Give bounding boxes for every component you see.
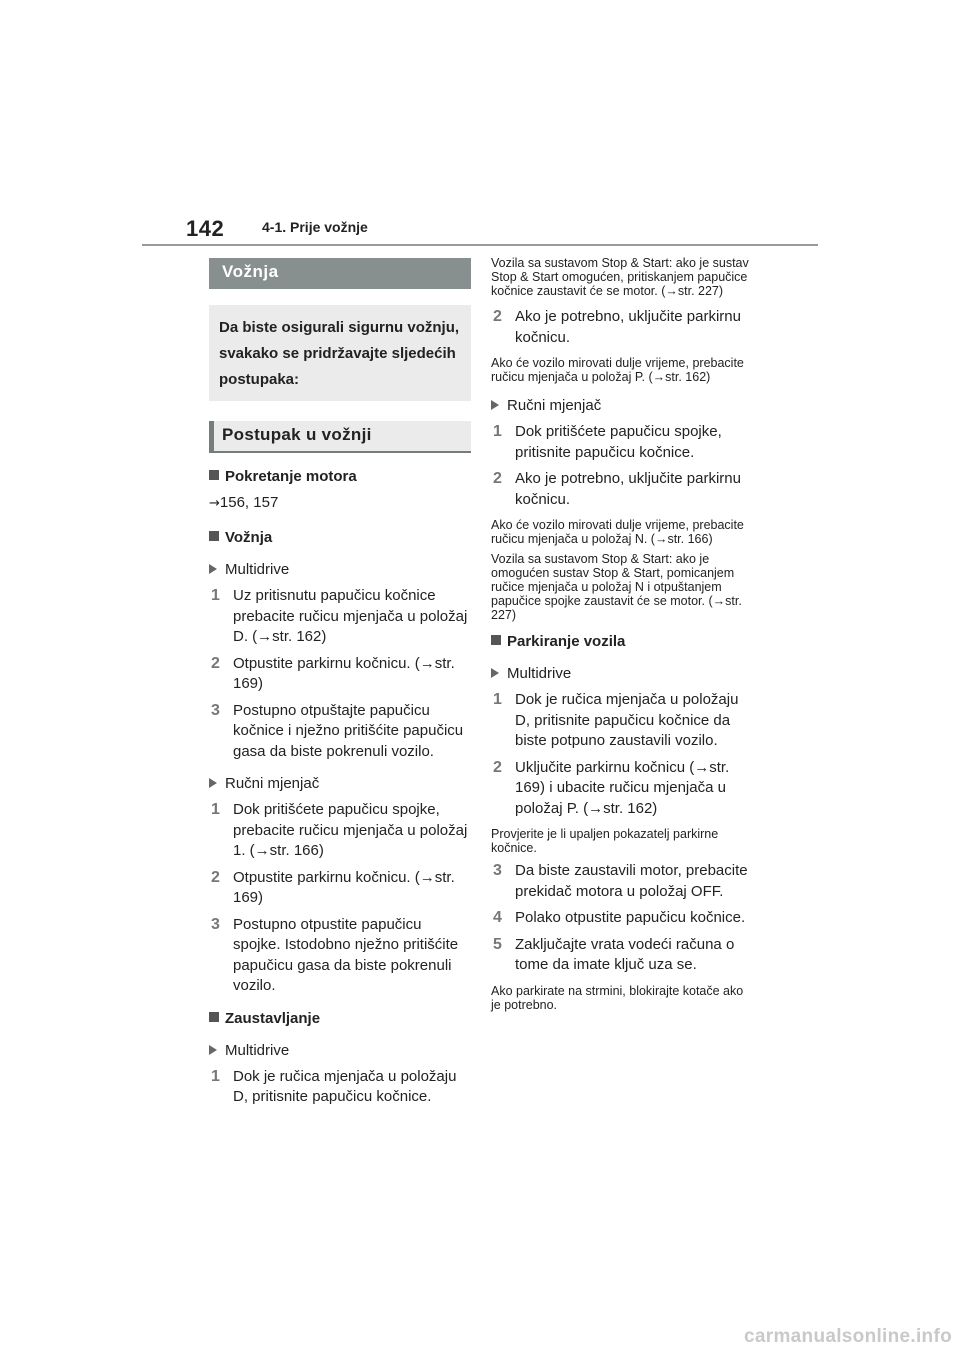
step-item: 1 Uz pritisnutu papučicu kočnice prebacite ručicu mjenjača u položaj D. (→str. 162)	[211, 587, 468, 645]
step-item: 4 Polako otpustite papučicu kočnice.	[493, 909, 746, 926]
step-item: 2 Ako je potrebno, uključite parkirnu kočnicu.	[493, 308, 741, 346]
step-item: 3 Da biste zaustavili motor, prebacite prekidač motora u položaj OFF.	[493, 862, 748, 900]
step-item: 1 Dok pritišćete papučicu spojke, prebacite ručicu mjenjača u položaj 1. (→str. 166)	[211, 801, 468, 859]
note-text: Ako će vozilo mirovati dulje vrijeme, prebacite ručicu mjenjača u položaj P. (→str. 162)	[491, 356, 744, 384]
step-item: 5 Zaključajte vrata vodeći računa o tome da imate ključ uza se.	[493, 935, 735, 973]
watermark: carmanualsonline.info	[744, 1326, 952, 1347]
triangle-bullet-icon	[209, 778, 217, 788]
note-text: Provjerite je li upaljen pokazatelj parkirne kočnice.	[491, 827, 719, 855]
square-bullet-icon	[209, 531, 219, 541]
variant-multidrive: Multidrive	[209, 560, 471, 580]
step-item: 2 Ako je potrebno, uključite parkirnu kočnicu.	[493, 470, 741, 508]
note-text: Vozila sa sustavom Stop & Start: ako je sustav Stop & Start omogućen, pritiskanjem papučice kočnice zaustavit će se motor. (→str. 227)	[491, 256, 749, 298]
variant-multidrive: Multidrive	[209, 1041, 471, 1061]
step-item: 1 Dok je ručica mjenjača u položaju D, pritisnite papučicu kočnice.	[211, 1067, 457, 1105]
step-item: 3 Postupno otpustite papučicu spojke. Istodobno nježno pritišćite papučicu gasa da biste pokrenuli vozilo.	[211, 915, 459, 994]
subsection-heading-bar: Postupak u vožnji	[209, 421, 471, 453]
square-bullet-icon	[491, 635, 501, 645]
intro-box: Da biste osigurali sigurnu vožnju, svakako se pridržavajte sljedećih postupaka:	[209, 305, 471, 401]
step-item: 2 Otpustite parkirnu kočnicu. (→str. 169)	[211, 868, 455, 906]
square-bullet-icon	[209, 470, 219, 480]
left-column	[209, 258, 471, 1108]
heading-parking: Parkiranje vozila	[491, 632, 753, 652]
step-item: 3 Postupno otpuštajte papučicu kočnice i nježno pritišćite papučicu gasa da biste pokrenuli vozilo.	[211, 701, 464, 760]
page-reference: →156, 157	[209, 494, 279, 511]
header-divider	[142, 244, 818, 246]
triangle-bullet-icon	[491, 400, 499, 410]
page-number: 142	[186, 216, 225, 241]
variant-multidrive: Multidrive	[491, 664, 753, 684]
step-item: 2 Uključite parkirnu kočnicu (→str. 169) i ubacite ručicu mjenjača u položaj P. (→str. 162)	[493, 758, 730, 817]
step-item: 1 Dok pritišćete papučicu spojke, pritisnite papučicu kočnice.	[493, 423, 722, 461]
heading-start-engine: Pokretanje motora	[209, 467, 471, 487]
square-bullet-icon	[209, 1012, 219, 1022]
right-column	[491, 256, 753, 1012]
arrow-right-icon: →	[209, 496, 220, 511]
note-text: Vozila sa sustavom Stop & Start: ako je omogućen sustav Stop & Start, pomicanjem ručice mjenjača u položaj N i otpuštanjem papučice spojke zaustavit će se motor. (→str. 227)	[491, 552, 742, 622]
variant-manual: Ručni mjenjač	[491, 396, 753, 416]
note-text: Ako parkirate na strmini, blokirajte kotače ako je potrebno.	[491, 983, 744, 1012]
step-item: 2 Otpustite parkirnu kočnicu. (→str. 169)	[211, 654, 455, 692]
heading-stopping: Zaustavljanje	[209, 1009, 471, 1029]
variant-manual: Ručni mjenjač	[209, 774, 471, 794]
triangle-bullet-icon	[209, 564, 217, 574]
triangle-bullet-icon	[209, 1045, 217, 1055]
section-heading-bar: Vožnja	[209, 258, 471, 289]
section-title: 4-1. Prije vožnje	[262, 219, 368, 235]
note-text: Ako će vozilo mirovati dulje vrijeme, prebacite ručicu mjenjača u položaj N. (→str. 166)	[491, 518, 744, 546]
step-item: 1 Dok je ručica mjenjača u položaju D, pritisnite papučicu kočnice da biste potpuno zaustavili vozilo.	[493, 691, 739, 749]
heading-driving: Vožnja	[209, 528, 471, 548]
triangle-bullet-icon	[491, 668, 499, 678]
